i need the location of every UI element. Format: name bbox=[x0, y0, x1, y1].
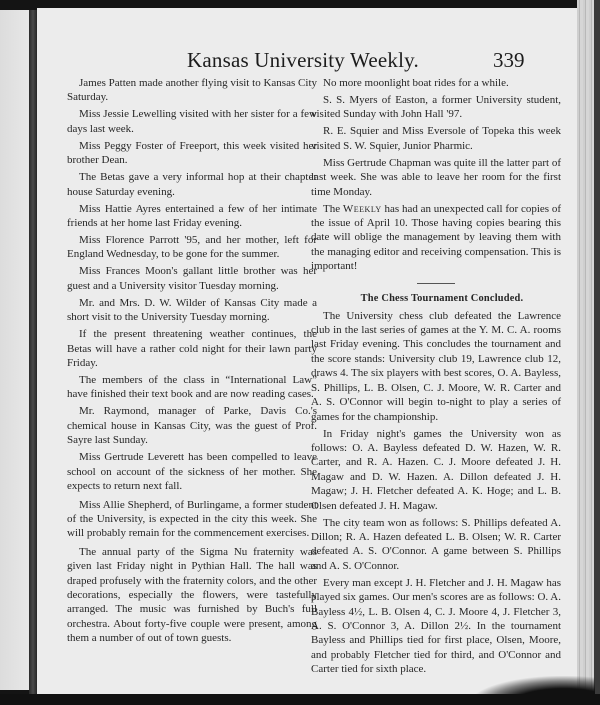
news-item: The members of the class in “International Law” have finished their text book and are now reading cases. bbox=[67, 374, 317, 401]
running-header bbox=[37, 48, 577, 74]
publication-title: Kansas University Weekly. bbox=[187, 48, 419, 72]
chess-paragraph: Every man except J. H. Fletcher and J. H. Magaw has played six games. Our men's scores are as follows: O. A. Bayless 4½, L. B. Olsen 4, C. J. Moore 4, J. Fletcher 3, A. S. O'Connor 3, A. Dillon 2½. In the tournament Bayless and Phillips tied for first place, Olsen, Moore, and probably Fletcher tied for third, and O'Connor and Carter tied for sixth place. bbox=[311, 576, 561, 676]
page-number: 339 bbox=[493, 48, 525, 72]
news-item: If the present threatening weather continues, the Betas will have a rather cold night for their lawn party Friday. bbox=[67, 328, 317, 370]
news-item: Mr. and Mrs. D. W. Wilder of Kansas City made a short visit to the University Tuesday morning. bbox=[67, 296, 317, 324]
chess-article-heading: The Chess Tournament Concluded. bbox=[360, 292, 524, 304]
section-divider bbox=[417, 283, 455, 284]
book-cover-edge bbox=[594, 0, 600, 705]
news-item: Miss Gertrude Chapman was quite ill the latter part of last week. She was able to leave her room for the first time Monday. bbox=[311, 156, 561, 198]
news-item: The annual party of the Sigma Nu fraternity was given last Friday night in Pythian Hall. The hall was draped profusely with the fraternity colors, and the other decorations, especially the flowers, were tastefully arranged. The music was furnished by Buch's full orchestra. About forty-five couple were present, among them a number of out of town guests. bbox=[67, 545, 317, 645]
page-339 bbox=[37, 8, 577, 694]
weekly-notice-text: has had an unexpected call for copies of the issue of April 10. Those having copies bearing this date will oblige the management by leaving them with the managing editor and receiving compensation. This is important! bbox=[311, 202, 562, 273]
news-item: Miss Jessie Lewelling visited with her sister for a few days last week. bbox=[67, 108, 317, 135]
weekly-notice bbox=[311, 202, 561, 274]
news-item: Miss Gertrude Leverett has been compelled to leave school on account of the sickness of her mother. She expects to return next fall. bbox=[67, 451, 317, 493]
news-item: The Betas gave a very informal hop at their chapter house Saturday evening. bbox=[67, 171, 317, 198]
news-item: Miss Peggy Foster of Freeport, this week visited her brother Dean. bbox=[67, 139, 317, 167]
chess-paragraph: In Friday night's games the University won as follows: O. A. Bayless defeated D. W. Hazen, W. R. Carter, and R. A. Hazen. C. J. Moore defeated J. H. Magaw and D. W. Hazen. A. Dillon defeated J. H. Magaw; J. H. Fletcher defeated A. K. Hoge; and L. B. Olsen defeated J. H. Magaw. bbox=[311, 427, 561, 512]
left-page-edge bbox=[0, 10, 30, 690]
weekly-small-caps: Weekly bbox=[342, 202, 382, 215]
book-gutter bbox=[29, 10, 37, 694]
scan-bottom-border bbox=[0, 694, 600, 705]
chess-paragraph: The city team won as follows: S. Phillips defeated A. Dillon; R. A. Hazen defeated L. B. Olsen; W. R. Carter defeated A. S. O'Connor. A game between S. Phillips and A. S. O'Connor. bbox=[311, 516, 561, 572]
left-column bbox=[67, 76, 317, 646]
news-item: R. E. Squier and Miss Eversole of Topeka this week visited S. W. Squier, Junior Pharmic. bbox=[311, 125, 561, 152]
stacked-page-edges bbox=[577, 0, 594, 700]
news-item: Miss Florence Parrott '95, and her mother, left for England Wednesday, to be gone for the summer. bbox=[67, 234, 317, 261]
news-item: Miss Frances Moon's gallant little brother was her guest and a University visitor Tuesday morning. bbox=[67, 265, 317, 292]
weekly-notice-lead: The bbox=[323, 202, 341, 215]
news-item: Mr. Raymond, manager of Parke, Davis Co.'s chemical house in Kansas City, was the guest of Prof. Sayre last Sunday. bbox=[67, 405, 317, 447]
news-item: Miss Hattie Ayres entertained a few of her intimate friends at her home last Friday evening. bbox=[67, 202, 317, 230]
news-item: S. S. Myers of Easton, a former University student, visited Sunday with John Hall '97. bbox=[311, 94, 561, 121]
news-item: No more moonlight boat rides for a while. bbox=[323, 77, 509, 89]
right-column bbox=[311, 76, 561, 677]
news-item: James Patten made another flying visit to Kansas City Saturday. bbox=[67, 77, 317, 104]
chess-paragraph: The University chess club defeated the Lawrence club in the last series of games at the Y. M. C. A. rooms last Friday evening. This concludes the tournament and the score stands: University club 19, Lawrence club 12, draws 4. The six players with best scores, O. A. Bayless, S. Phillips, L. B. Olsen, C. J. Moore, W. R. Carter and A. S. O'Connor will begin to-night to play a series of games for the championship. bbox=[311, 309, 561, 423]
news-item: Miss Allie Shepherd, of Burlingame, a former student of the University, is expected in the city this week. She will probably remain for the commencement exercises. bbox=[67, 498, 317, 540]
